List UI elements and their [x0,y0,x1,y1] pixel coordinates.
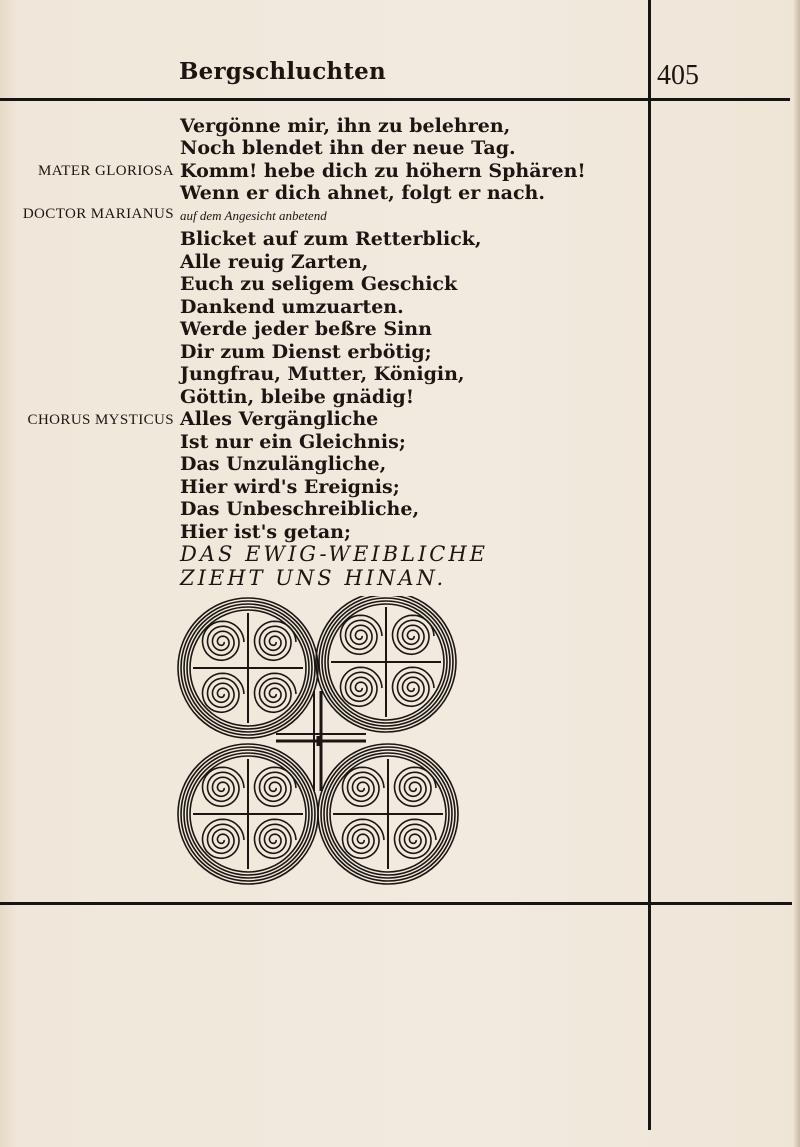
top-rule [0,98,790,101]
bottom-rule [0,902,792,905]
verse-line: Alles Vergängliche [180,408,379,430]
speaker-label: MATER GLORIOSA [37,163,174,179]
verse-line: Komm! hebe dich zu höhern Sphären! [180,160,586,182]
verse-line: Noch blendet ihn der neue Tag. [180,137,516,159]
verse-line: Blicket auf zum Retterblick, [180,228,482,250]
verse-line: Jungfrau, Mutter, Königin, [180,363,465,385]
running-title: Bergschluchten [179,58,386,85]
page-edge [794,0,800,1147]
verse-line: Euch zu seligem Geschick [180,273,458,295]
verse-line: Vergönne mir, ihn zu belehren, [180,115,511,137]
stage-direction: auf dem Angesicht anbetend [180,208,327,223]
speaker-label: CHORUS MYSTICUS [27,412,174,428]
final-verse-line: DAS EWIG-WEIBLICHE [180,542,488,566]
four-spiral-circles-ornament-icon [176,596,466,886]
verse-line: Das Unbeschreibliche, [180,498,420,520]
verse-line: Hier ist's getan; [180,521,351,543]
page-number: 405 [657,60,699,91]
verse-line: Werde jeder beßre Sinn [180,318,432,340]
final-verse-line: ZIEHT UNS HINAN. [180,566,447,590]
verse-line: Hier wird's Ereignis; [180,476,400,498]
speaker-label: DOCTOR MARIANUS [22,206,174,222]
verse-line: Dir zum Dienst erbötig; [180,341,432,363]
verse-line: Alle reuig Zarten, [180,251,369,273]
verse-line: Ist nur ein Gleichnis; [180,431,406,453]
verse-line: Das Unzulängliche, [180,453,387,475]
margin-rule [648,0,651,1130]
verse-line: Göttin, bleibe gnädig! [180,386,415,408]
verse-line: Dankend umzuarten. [180,296,404,318]
verse-line: Wenn er dich ahnet, folgt er nach. [180,182,545,204]
